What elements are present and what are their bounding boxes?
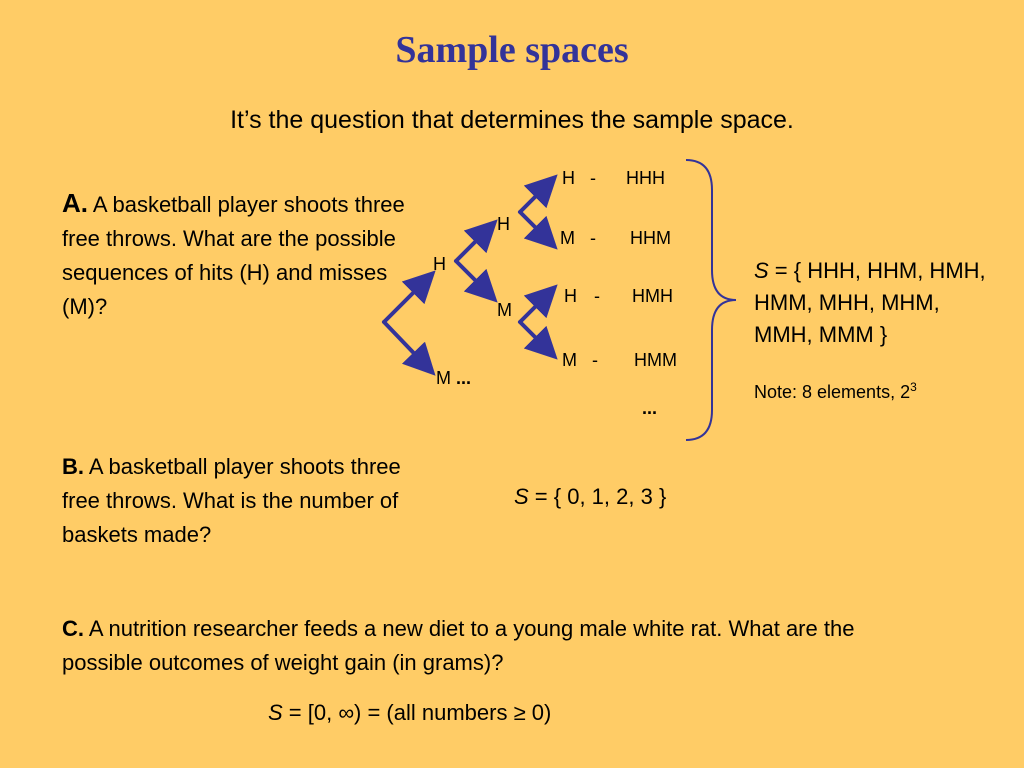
answer-a	[754, 255, 1004, 351]
tree-leaf-dots: ...	[642, 398, 658, 418]
tree-arrow-h-to-m	[456, 261, 492, 297]
tree-node-m-dots: ...	[456, 368, 472, 388]
tree-leaf-outcome: HHM	[630, 228, 671, 248]
note	[754, 380, 917, 403]
question-b-letter: B.	[62, 454, 84, 479]
answer-b-s: S	[514, 484, 529, 509]
tree-arrow-h-to-h	[456, 225, 492, 261]
question-c-text: A nutrition researcher feeds a new diet to a young male white rat. What are the possible outcomes of weight gain (in grams)?	[62, 616, 855, 675]
tree-arrow-hh-to-m	[520, 212, 552, 244]
tree-node-m	[436, 368, 471, 389]
tree-leaf-branch: H	[562, 168, 575, 188]
answer-b	[514, 484, 666, 510]
question-a-letter: A.	[62, 188, 88, 218]
tree-leaf-outcome: HHH	[626, 168, 665, 188]
tree-node-h: H	[433, 254, 446, 274]
tree-arrow-hm-to-h	[520, 290, 552, 322]
tree-leaf-outcome: HMM	[634, 350, 677, 370]
page-subtitle: It’s the question that determines the sample space.	[230, 106, 794, 134]
tree-leaf	[562, 350, 677, 371]
answer-c	[268, 700, 551, 726]
tree-leaf-dash: -	[590, 168, 596, 188]
tree-leaf-outcome: HMH	[632, 286, 673, 306]
answer-c-s: S	[268, 700, 283, 725]
tree-node-m-label: M	[436, 368, 451, 388]
answer-a-s: S	[754, 258, 769, 283]
tree-arrow-hm-to-m	[520, 322, 552, 354]
tree-leaf	[560, 228, 671, 249]
tree-leaf-branch: M	[560, 228, 575, 248]
tree-leaf-branch: H	[564, 286, 577, 306]
tree-arrow-root-to-h	[384, 276, 430, 322]
question-b	[62, 450, 412, 552]
answer-b-set: = { 0, 1, 2, 3 }	[528, 484, 667, 509]
tree-leaf-dash: -	[594, 286, 600, 306]
tree-node-hh: H	[497, 214, 510, 234]
answer-a-set: = { HHH, HHM, HMH, HMM, MHH, MHM, MMH, MMM }	[754, 258, 986, 347]
page-title: Sample spaces	[395, 29, 629, 71]
tree-leaf-dash: -	[592, 350, 598, 370]
tree-leaf	[564, 286, 673, 307]
answer-c-set: = [0, ∞) = (all numbers ≥ 0)	[282, 700, 552, 725]
question-b-text: A basketball player shoots three free throws. What is the number of baskets made?	[62, 454, 401, 547]
question-c-letter: C.	[62, 616, 84, 641]
note-text: Note: 8 elements, 2	[754, 382, 911, 402]
tree-arrow-root-to-m	[384, 322, 430, 370]
tree-arrow-hh-to-h	[520, 180, 552, 212]
tree-leaf-branch: M	[562, 350, 577, 370]
question-c	[62, 612, 922, 680]
note-exponent: 3	[910, 380, 917, 394]
tree-leaf	[562, 168, 665, 189]
tree-node-hm: M	[497, 300, 512, 320]
brace	[686, 160, 736, 440]
question-a-text: A basketball player shoots three free throws. What are the possible sequences of hits (H) and misses (M)?	[62, 192, 405, 319]
tree-leaf-dash: -	[590, 228, 596, 248]
